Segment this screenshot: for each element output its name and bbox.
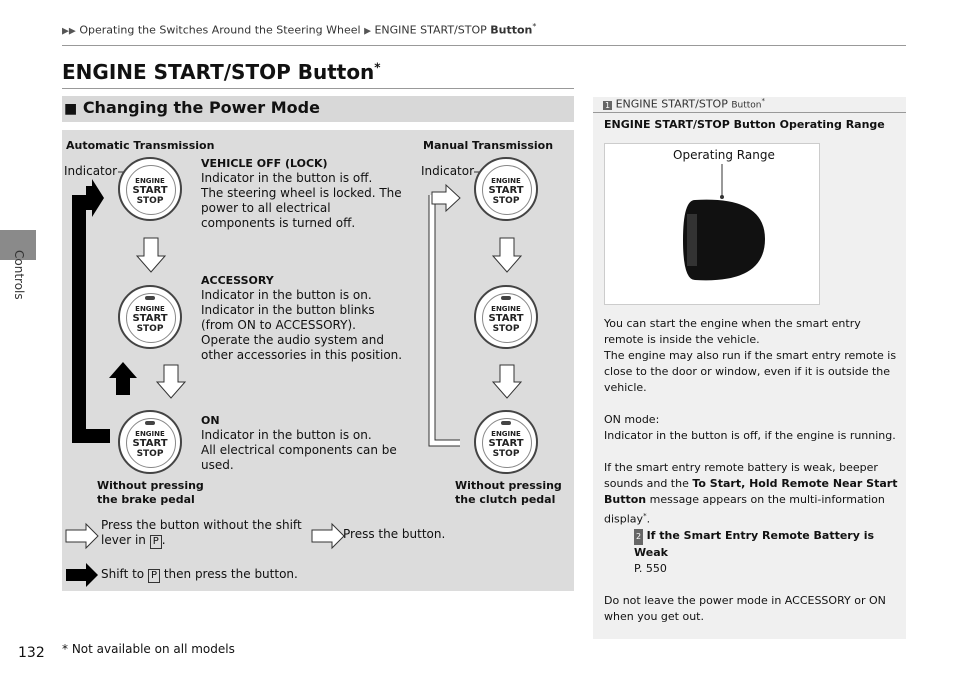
section-title: ■ Changing the Power Mode <box>64 98 320 117</box>
without-brake-label: Without pressing the brake pedal <box>97 479 204 506</box>
breadcrumb-arrow-icon: ▶▶ <box>62 26 76 37</box>
breadcrumb-level2[interactable]: ENGINE START/STOP <box>374 23 487 37</box>
indicator-on-icon <box>145 296 155 300</box>
cross-reference[interactable]: 2 If the Smart Entry Remote Battery is Weak P. 550 <box>634 528 875 575</box>
header-rule <box>62 45 906 46</box>
legend-press-button: Press the button. <box>343 527 446 541</box>
indicator-on-icon <box>145 421 155 425</box>
breadcrumb-star: * <box>532 22 537 31</box>
legend-shift-to-p: Shift to P then press the button. <box>101 567 298 581</box>
breadcrumb-level2-suffix: Button <box>490 23 533 37</box>
engine-start-stop-button-acc-auto: ENGINE START STOP <box>118 285 182 349</box>
indicator-off-icon <box>501 168 511 172</box>
footnote: * Not available on all models <box>62 642 235 656</box>
engine-start-stop-button-on-manual: ENGINE START STOP <box>474 410 538 474</box>
vehicle-range-icon <box>605 144 819 304</box>
operating-range-illustration <box>604 143 820 305</box>
note-marker-icon: 1 <box>605 100 611 110</box>
breadcrumb-arrow-icon: ▶ <box>364 26 371 37</box>
manual-transmission-label: Manual Transmission <box>423 139 554 152</box>
indicator-on-icon <box>501 421 511 425</box>
park-position-icon: P <box>148 569 160 583</box>
engine-start-stop-button-off-auto: ENGINE START STOP <box>118 157 182 221</box>
auto-transmission-label: Automatic Transmission <box>66 139 215 152</box>
note-rule <box>593 112 906 113</box>
engine-start-stop-button-off-manual: ENGINE START STOP <box>474 157 538 221</box>
operating-range-label: Operating Range <box>673 148 775 162</box>
note-heading: 1 ENGINE START/STOP Button* <box>605 97 766 111</box>
breadcrumb-level1[interactable]: Operating the Switches Around the Steering Wheel <box>79 23 361 37</box>
mode-on-description: ON Indicator in the button is on. All electrical components can be used. <box>201 414 397 472</box>
indicator-label-auto: Indicator <box>64 164 118 178</box>
breadcrumb <box>62 22 536 37</box>
note-subheading: ENGINE START/STOP Button Operating Range <box>604 118 885 131</box>
park-position-icon: P <box>150 535 162 549</box>
engine-start-stop-button-acc-manual: ENGINE START STOP <box>474 285 538 349</box>
indicator-label-manual: Indicator <box>421 164 475 178</box>
without-clutch-label: Without pressing the clutch pedal <box>455 479 562 506</box>
reference-arrow-icon: 2 <box>634 529 643 545</box>
engine-start-stop-button-on-auto: ENGINE START STOP <box>118 410 182 474</box>
mode-accessory-description: ACCESSORY Indicator in the button is on. Indicator in the button blinks (from ON to ACCESSORY). Operate the audio system and other accessories in this position. <box>201 274 403 362</box>
sidebar-section-label: Controls <box>12 250 26 300</box>
indicator-on-icon <box>501 296 511 300</box>
title-rule <box>62 88 574 89</box>
page-number: 132 <box>18 645 45 661</box>
note-body: You can start the engine when the smart entry remote is inside the vehicle. The engine may also run if the smart entry remote is close to the door or window, even if it is outside the vehicle. ON mode: Indicator in the button is off, if the engine is running. If the smart entry remote battery is weak, beeper sounds and the To Start, Hold Remote Near Start Button message appears on the multi-information display*. 2 If the Smart Entry Remote Battery is Weak P. 550 Do not leave the power mode in ACCESSORY or ON when you get out. <box>604 316 900 641</box>
indicator-off-icon <box>145 168 155 172</box>
legend-press-without-shift: Press the button without the shift lever in P . <box>101 518 302 547</box>
mode-off-description: VEHICLE OFF (LOCK) Indicator in the button is off. The steering wheel is locked. The power to all electrical components is turned off. <box>201 157 402 230</box>
page-title: ENGINE START/STOP Button* <box>62 60 381 84</box>
